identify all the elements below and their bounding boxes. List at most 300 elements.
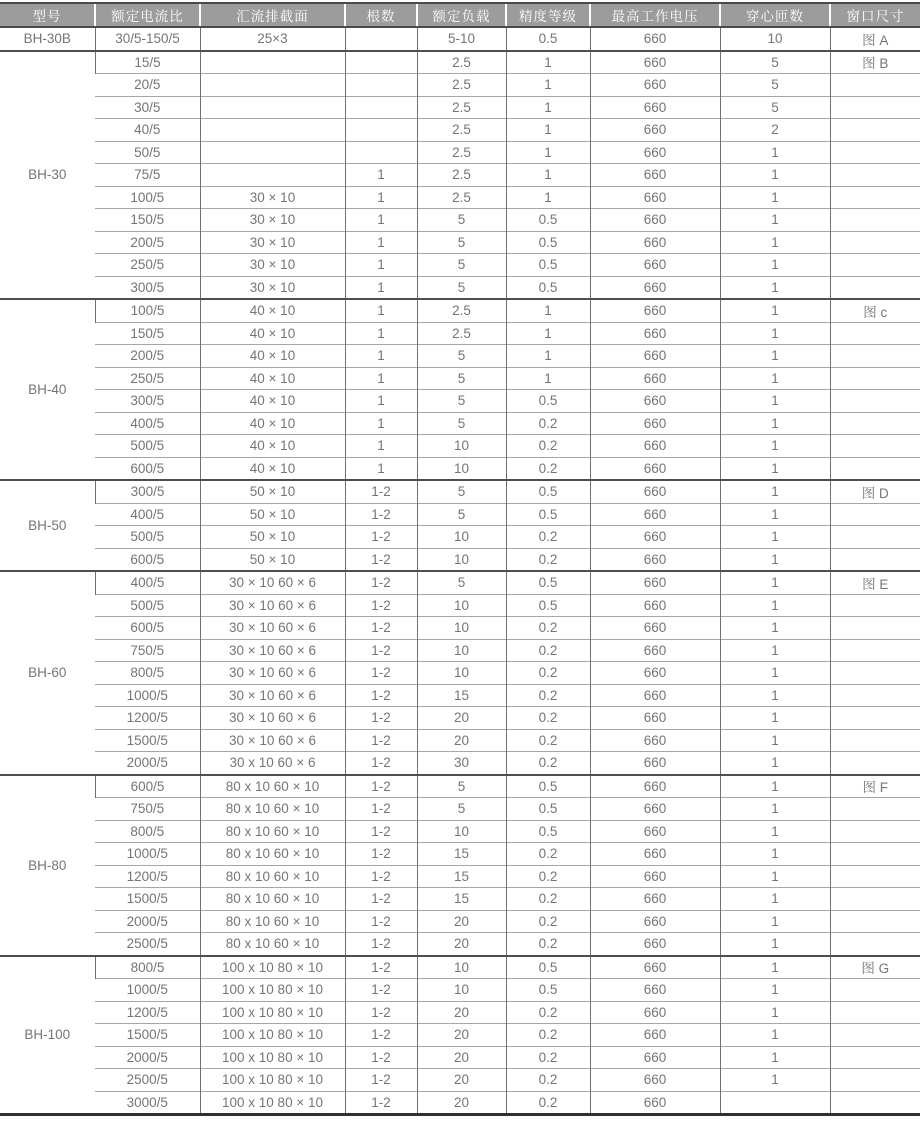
bar-count-cell <box>345 74 417 97</box>
rated-load-cell: 15 <box>417 843 506 866</box>
bar-count-cell: 1 <box>345 299 417 322</box>
accuracy-class-cell: 0.2 <box>506 729 590 752</box>
accuracy-class-cell: 0.5 <box>506 503 590 526</box>
table-row <box>0 752 920 775</box>
busbar-section-cell: 80 x 10 60 × 10 <box>200 888 345 911</box>
max-voltage-cell: 660 <box>590 1069 720 1092</box>
busbar-section-cell: 25×3 <box>200 27 345 51</box>
accuracy-class-cell: 0.2 <box>506 888 590 911</box>
table-row <box>0 1046 920 1069</box>
turns-cell: 1 <box>720 164 830 187</box>
accuracy-class-cell: 0.2 <box>506 684 590 707</box>
rated-load-cell: 20 <box>417 707 506 730</box>
current-ratio-cell: 2000/5 <box>95 910 200 933</box>
accuracy-class-cell: 0.5 <box>506 979 590 1002</box>
current-ratio-cell: 250/5 <box>95 367 200 390</box>
window-size-cell <box>830 164 920 187</box>
current-ratio-cell: 1500/5 <box>95 888 200 911</box>
bar-count-cell: 1 <box>345 412 417 435</box>
max-voltage-cell: 660 <box>590 480 720 503</box>
table-row <box>0 1091 920 1115</box>
window-size-cell <box>830 707 920 730</box>
window-size-cell <box>830 639 920 662</box>
accuracy-class-cell: 0.2 <box>506 639 590 662</box>
table-row <box>0 617 920 640</box>
current-ratio-cell: 400/5 <box>95 503 200 526</box>
rated-load-cell: 5 <box>417 231 506 254</box>
rated-load-cell: 10 <box>417 662 506 685</box>
bar-count-cell: 1-2 <box>345 548 417 571</box>
model-cell: BH-40 <box>0 299 95 480</box>
rated-load-cell: 5 <box>417 412 506 435</box>
max-voltage-cell: 660 <box>590 617 720 640</box>
busbar-section-cell: 40 × 10 <box>200 457 345 480</box>
bar-count-cell <box>345 119 417 142</box>
bar-count-cell: 1-2 <box>345 503 417 526</box>
window-size-cell <box>830 662 920 685</box>
current-ratio-cell: 1000/5 <box>95 979 200 1002</box>
window-size-cell <box>830 503 920 526</box>
current-ratio-cell: 1000/5 <box>95 843 200 866</box>
busbar-section-cell: 30 × 10 60 × 6 <box>200 617 345 640</box>
busbar-section-cell: 80 x 10 60 × 10 <box>200 933 345 956</box>
busbar-section-cell: 50 × 10 <box>200 526 345 549</box>
max-voltage-cell: 660 <box>590 299 720 322</box>
table-row <box>0 820 920 843</box>
rated-load-cell: 2.5 <box>417 51 506 74</box>
bar-count-cell: 1 <box>345 276 417 299</box>
max-voltage-cell: 660 <box>590 775 720 798</box>
busbar-section-cell: 30 × 10 60 × 6 <box>200 707 345 730</box>
window-size-cell <box>830 820 920 843</box>
bar-count-cell: 1-2 <box>345 752 417 775</box>
busbar-section-cell: 100 x 10 80 × 10 <box>200 1091 345 1115</box>
max-voltage-cell: 660 <box>590 798 720 821</box>
col-header-accuracy-class: 精度等级 <box>506 3 590 27</box>
current-ratio-cell: 150/5 <box>95 322 200 345</box>
table-row <box>0 979 920 1002</box>
bar-count-cell: 1-2 <box>345 1001 417 1024</box>
table-row <box>0 684 920 707</box>
rated-load-cell: 5 <box>417 798 506 821</box>
accuracy-class-cell: 0.2 <box>506 752 590 775</box>
table-row <box>0 910 920 933</box>
rated-load-cell: 10 <box>417 820 506 843</box>
rated-load-cell: 10 <box>417 594 506 617</box>
current-ratio-cell: 200/5 <box>95 345 200 368</box>
window-size-cell <box>830 322 920 345</box>
accuracy-class-cell: 0.2 <box>506 843 590 866</box>
busbar-section-cell <box>200 51 345 74</box>
max-voltage-cell: 660 <box>590 548 720 571</box>
current-ratio-cell: 400/5 <box>95 571 200 594</box>
max-voltage-cell: 660 <box>590 571 720 594</box>
busbar-section-cell: 30 x 10 60 × 6 <box>200 752 345 775</box>
bar-count-cell: 1-2 <box>345 888 417 911</box>
current-ratio-cell: 800/5 <box>95 956 200 979</box>
rated-load-cell: 2.5 <box>417 322 506 345</box>
current-ratio-cell: 500/5 <box>95 594 200 617</box>
max-voltage-cell: 660 <box>590 276 720 299</box>
max-voltage-cell: 660 <box>590 51 720 74</box>
accuracy-class-cell: 1 <box>506 74 590 97</box>
busbar-section-cell: 30 × 10 60 × 6 <box>200 571 345 594</box>
window-size-cell <box>830 1001 920 1024</box>
rated-load-cell: 10 <box>417 617 506 640</box>
accuracy-class-cell: 0.2 <box>506 1024 590 1047</box>
turns-cell: 5 <box>720 96 830 119</box>
window-size-cell <box>830 209 920 232</box>
table-row <box>0 141 920 164</box>
accuracy-class-cell: 0.2 <box>506 662 590 685</box>
accuracy-class-cell: 0.5 <box>506 820 590 843</box>
current-ratio-cell: 250/5 <box>95 254 200 277</box>
turns-cell: 1 <box>720 1001 830 1024</box>
bar-count-cell: 1-2 <box>345 933 417 956</box>
max-voltage-cell: 660 <box>590 503 720 526</box>
max-voltage-cell: 660 <box>590 910 720 933</box>
bar-count-cell: 1-2 <box>345 571 417 594</box>
table-row <box>0 707 920 730</box>
table-row <box>0 209 920 232</box>
busbar-section-cell: 100 x 10 80 × 10 <box>200 979 345 1002</box>
turns-cell: 1 <box>720 141 830 164</box>
turns-cell: 1 <box>720 843 830 866</box>
busbar-section-cell: 100 x 10 80 × 10 <box>200 1024 345 1047</box>
bar-count-cell: 1 <box>345 457 417 480</box>
accuracy-class-cell: 0.5 <box>506 775 590 798</box>
accuracy-class-cell: 0.2 <box>506 435 590 458</box>
current-ratio-cell: 100/5 <box>95 186 200 209</box>
current-ratio-cell: 40/5 <box>95 119 200 142</box>
table-row <box>0 457 920 480</box>
current-ratio-cell: 750/5 <box>95 798 200 821</box>
bar-count-cell: 1 <box>345 435 417 458</box>
accuracy-class-cell: 1 <box>506 141 590 164</box>
table-row <box>0 345 920 368</box>
max-voltage-cell: 660 <box>590 662 720 685</box>
current-ratio-cell: 300/5 <box>95 480 200 503</box>
rated-load-cell: 2.5 <box>417 96 506 119</box>
accuracy-class-cell: 0.2 <box>506 1091 590 1115</box>
accuracy-class-cell: 0.5 <box>506 254 590 277</box>
busbar-section-cell: 30 × 10 60 × 6 <box>200 662 345 685</box>
max-voltage-cell: 660 <box>590 956 720 979</box>
accuracy-class-cell: 0.5 <box>506 594 590 617</box>
bar-count-cell: 1 <box>345 390 417 413</box>
accuracy-class-cell: 0.5 <box>506 798 590 821</box>
window-size-cell: 图 E <box>830 571 920 594</box>
window-size-cell <box>830 979 920 1002</box>
turns-cell: 1 <box>720 707 830 730</box>
table-row <box>0 865 920 888</box>
window-size-cell <box>830 96 920 119</box>
current-ratio-cell: 2500/5 <box>95 1069 200 1092</box>
table-row <box>0 390 920 413</box>
bar-count-cell: 1-2 <box>345 729 417 752</box>
turns-cell: 1 <box>720 435 830 458</box>
max-voltage-cell: 660 <box>590 141 720 164</box>
window-size-cell <box>830 843 920 866</box>
turns-cell: 1 <box>720 865 830 888</box>
current-ratio-cell: 800/5 <box>95 662 200 685</box>
table-row <box>0 639 920 662</box>
model-cell: BH-100 <box>0 956 95 1115</box>
current-ratio-cell: 30/5 <box>95 96 200 119</box>
accuracy-class-cell: 1 <box>506 119 590 142</box>
busbar-section-cell: 40 × 10 <box>200 367 345 390</box>
accuracy-class-cell: 1 <box>506 51 590 74</box>
max-voltage-cell: 660 <box>590 752 720 775</box>
bar-count-cell: 1-2 <box>345 526 417 549</box>
rated-load-cell: 10 <box>417 435 506 458</box>
max-voltage-cell: 660 <box>590 231 720 254</box>
turns-cell: 2 <box>720 119 830 142</box>
window-size-cell <box>830 390 920 413</box>
accuracy-class-cell: 0.2 <box>506 526 590 549</box>
bar-count-cell: 1-2 <box>345 617 417 640</box>
busbar-section-cell: 40 × 10 <box>200 299 345 322</box>
table-row <box>0 367 920 390</box>
model-cell: BH-50 <box>0 480 95 571</box>
bar-count-cell: 1-2 <box>345 798 417 821</box>
window-size-cell <box>830 594 920 617</box>
table-row <box>0 435 920 458</box>
rated-load-cell: 10 <box>417 526 506 549</box>
rated-load-cell: 20 <box>417 1069 506 1092</box>
accuracy-class-cell: 0.2 <box>506 933 590 956</box>
max-voltage-cell: 660 <box>590 1046 720 1069</box>
turns-cell: 1 <box>720 1046 830 1069</box>
bar-count-cell: 1-2 <box>345 639 417 662</box>
table-row <box>0 186 920 209</box>
table-row <box>0 956 920 979</box>
window-size-cell <box>830 1046 920 1069</box>
window-size-cell <box>830 276 920 299</box>
accuracy-class-cell: 0.5 <box>506 956 590 979</box>
table-row <box>0 933 920 956</box>
accuracy-class-cell: 0.2 <box>506 1001 590 1024</box>
current-ratio-cell: 100/5 <box>95 299 200 322</box>
rated-load-cell: 20 <box>417 910 506 933</box>
busbar-section-cell: 30 × 10 60 × 6 <box>200 684 345 707</box>
rated-load-cell: 5 <box>417 367 506 390</box>
max-voltage-cell: 660 <box>590 933 720 956</box>
max-voltage-cell: 660 <box>590 96 720 119</box>
rated-load-cell: 5 <box>417 209 506 232</box>
current-ratio-cell: 750/5 <box>95 639 200 662</box>
max-voltage-cell: 660 <box>590 1091 720 1115</box>
window-size-cell <box>830 888 920 911</box>
window-size-cell <box>830 548 920 571</box>
window-size-cell: 图 A <box>830 27 920 51</box>
rated-load-cell: 2.5 <box>417 164 506 187</box>
current-ratio-cell: 800/5 <box>95 820 200 843</box>
max-voltage-cell: 660 <box>590 1024 720 1047</box>
turns-cell: 1 <box>720 390 830 413</box>
max-voltage-cell: 660 <box>590 684 720 707</box>
current-ratio-cell: 200/5 <box>95 231 200 254</box>
model-cell: BH-60 <box>0 571 95 775</box>
busbar-section-cell: 30 × 10 60 × 6 <box>200 729 345 752</box>
turns-cell: 1 <box>720 594 830 617</box>
max-voltage-cell: 660 <box>590 209 720 232</box>
turns-cell: 1 <box>720 775 830 798</box>
busbar-section-cell: 100 x 10 80 × 10 <box>200 1069 345 1092</box>
rated-load-cell: 5 <box>417 345 506 368</box>
current-ratio-cell: 1200/5 <box>95 707 200 730</box>
table-row <box>0 843 920 866</box>
max-voltage-cell: 660 <box>590 254 720 277</box>
turns-cell: 1 <box>720 1024 830 1047</box>
current-ratio-cell: 400/5 <box>95 412 200 435</box>
table-row <box>0 503 920 526</box>
model-cell: BH-30 <box>0 51 95 300</box>
turns-cell: 10 <box>720 27 830 51</box>
accuracy-class-cell: 0.2 <box>506 707 590 730</box>
max-voltage-cell: 660 <box>590 186 720 209</box>
window-size-cell <box>830 367 920 390</box>
table-row <box>0 119 920 142</box>
table-row <box>0 571 920 594</box>
busbar-section-cell: 50 × 10 <box>200 503 345 526</box>
turns-cell: 1 <box>720 571 830 594</box>
turns-cell: 5 <box>720 51 830 74</box>
accuracy-class-cell: 0.5 <box>506 231 590 254</box>
turns-cell: 1 <box>720 186 830 209</box>
window-size-cell <box>830 752 920 775</box>
accuracy-class-cell: 1 <box>506 299 590 322</box>
turns-cell: 1 <box>720 345 830 368</box>
turns-cell: 1 <box>720 798 830 821</box>
busbar-section-cell: 30 × 10 <box>200 186 345 209</box>
accuracy-class-cell: 0.2 <box>506 1046 590 1069</box>
bar-count-cell: 1-2 <box>345 1024 417 1047</box>
turns-cell: 1 <box>720 956 830 979</box>
accuracy-class-cell: 0.2 <box>506 1069 590 1092</box>
turns-cell: 1 <box>720 639 830 662</box>
accuracy-class-cell: 0.5 <box>506 27 590 51</box>
accuracy-class-cell: 0.5 <box>506 276 590 299</box>
rated-load-cell: 2.5 <box>417 74 506 97</box>
table-row <box>0 1069 920 1092</box>
spec-table-body <box>0 27 920 1115</box>
turns-cell: 1 <box>720 209 830 232</box>
busbar-section-cell: 80 x 10 60 × 10 <box>200 775 345 798</box>
accuracy-class-cell: 1 <box>506 367 590 390</box>
bar-count-cell: 1-2 <box>345 843 417 866</box>
rated-load-cell: 2.5 <box>417 186 506 209</box>
rated-load-cell: 2.5 <box>417 299 506 322</box>
col-header-window-size: 窗口尺寸 <box>830 3 920 27</box>
turns-cell: 1 <box>720 322 830 345</box>
busbar-section-cell: 40 × 10 <box>200 345 345 368</box>
bar-count-cell: 1-2 <box>345 1091 417 1115</box>
turns-cell: 5 <box>720 74 830 97</box>
table-row <box>0 27 920 51</box>
turns-cell: 1 <box>720 888 830 911</box>
accuracy-class-cell: 0.5 <box>506 390 590 413</box>
table-row <box>0 322 920 345</box>
current-ratio-cell: 2000/5 <box>95 1046 200 1069</box>
accuracy-class-cell: 0.2 <box>506 910 590 933</box>
col-header-busbar-section: 汇流排截面 <box>200 3 345 27</box>
table-row <box>0 74 920 97</box>
busbar-section-cell: 50 × 10 <box>200 480 345 503</box>
busbar-section-cell: 80 x 10 60 × 10 <box>200 843 345 866</box>
window-size-cell: 图 D <box>830 480 920 503</box>
window-size-cell <box>830 254 920 277</box>
bar-count-cell: 1-2 <box>345 979 417 1002</box>
bar-count-cell: 1-2 <box>345 775 417 798</box>
table-row <box>0 594 920 617</box>
busbar-section-cell <box>200 96 345 119</box>
turns-cell: 1 <box>720 910 830 933</box>
table-row <box>0 526 920 549</box>
accuracy-class-cell: 1 <box>506 96 590 119</box>
current-ratio-cell: 600/5 <box>95 617 200 640</box>
busbar-section-cell: 30 × 10 <box>200 254 345 277</box>
rated-load-cell: 15 <box>417 865 506 888</box>
rated-load-cell: 2.5 <box>417 141 506 164</box>
window-size-cell <box>830 457 920 480</box>
accuracy-class-cell: 1 <box>506 186 590 209</box>
current-ratio-cell: 30/5-150/5 <box>95 27 200 51</box>
rated-load-cell: 5 <box>417 390 506 413</box>
turns-cell: 1 <box>720 548 830 571</box>
rated-load-cell: 20 <box>417 729 506 752</box>
table-row <box>0 798 920 821</box>
max-voltage-cell: 660 <box>590 639 720 662</box>
bar-count-cell <box>345 27 417 51</box>
rated-load-cell: 5 <box>417 254 506 277</box>
turns-cell: 1 <box>720 979 830 1002</box>
max-voltage-cell: 660 <box>590 729 720 752</box>
current-ratio-cell: 500/5 <box>95 526 200 549</box>
bar-count-cell: 1-2 <box>345 910 417 933</box>
busbar-section-cell <box>200 74 345 97</box>
busbar-section-cell <box>200 119 345 142</box>
current-ratio-cell: 600/5 <box>95 548 200 571</box>
table-row <box>0 164 920 187</box>
current-ratio-cell: 600/5 <box>95 457 200 480</box>
rated-load-cell: 2.5 <box>417 119 506 142</box>
busbar-section-cell: 100 x 10 80 × 10 <box>200 956 345 979</box>
current-ratio-cell: 150/5 <box>95 209 200 232</box>
max-voltage-cell: 660 <box>590 164 720 187</box>
rated-load-cell: 15 <box>417 684 506 707</box>
busbar-section-cell: 40 × 10 <box>200 390 345 413</box>
bar-count-cell: 1-2 <box>345 662 417 685</box>
rated-load-cell: 5 <box>417 276 506 299</box>
max-voltage-cell: 660 <box>590 843 720 866</box>
col-header-bar-count: 根数 <box>345 3 417 27</box>
col-header-model: 型号 <box>0 3 95 27</box>
table-row <box>0 254 920 277</box>
window-size-cell <box>830 617 920 640</box>
current-ratio-cell: 300/5 <box>95 390 200 413</box>
busbar-section-cell: 30 × 10 60 × 6 <box>200 639 345 662</box>
busbar-section-cell: 50 × 10 <box>200 548 345 571</box>
turns-cell: 1 <box>720 820 830 843</box>
window-size-cell <box>830 186 920 209</box>
max-voltage-cell: 660 <box>590 979 720 1002</box>
col-header-max-voltage: 最高工作电压 <box>590 3 720 27</box>
turns-cell: 1 <box>720 1069 830 1092</box>
col-header-current-ratio: 额定电流比 <box>95 3 200 27</box>
bar-count-cell <box>345 96 417 119</box>
current-ratio-cell: 50/5 <box>95 141 200 164</box>
